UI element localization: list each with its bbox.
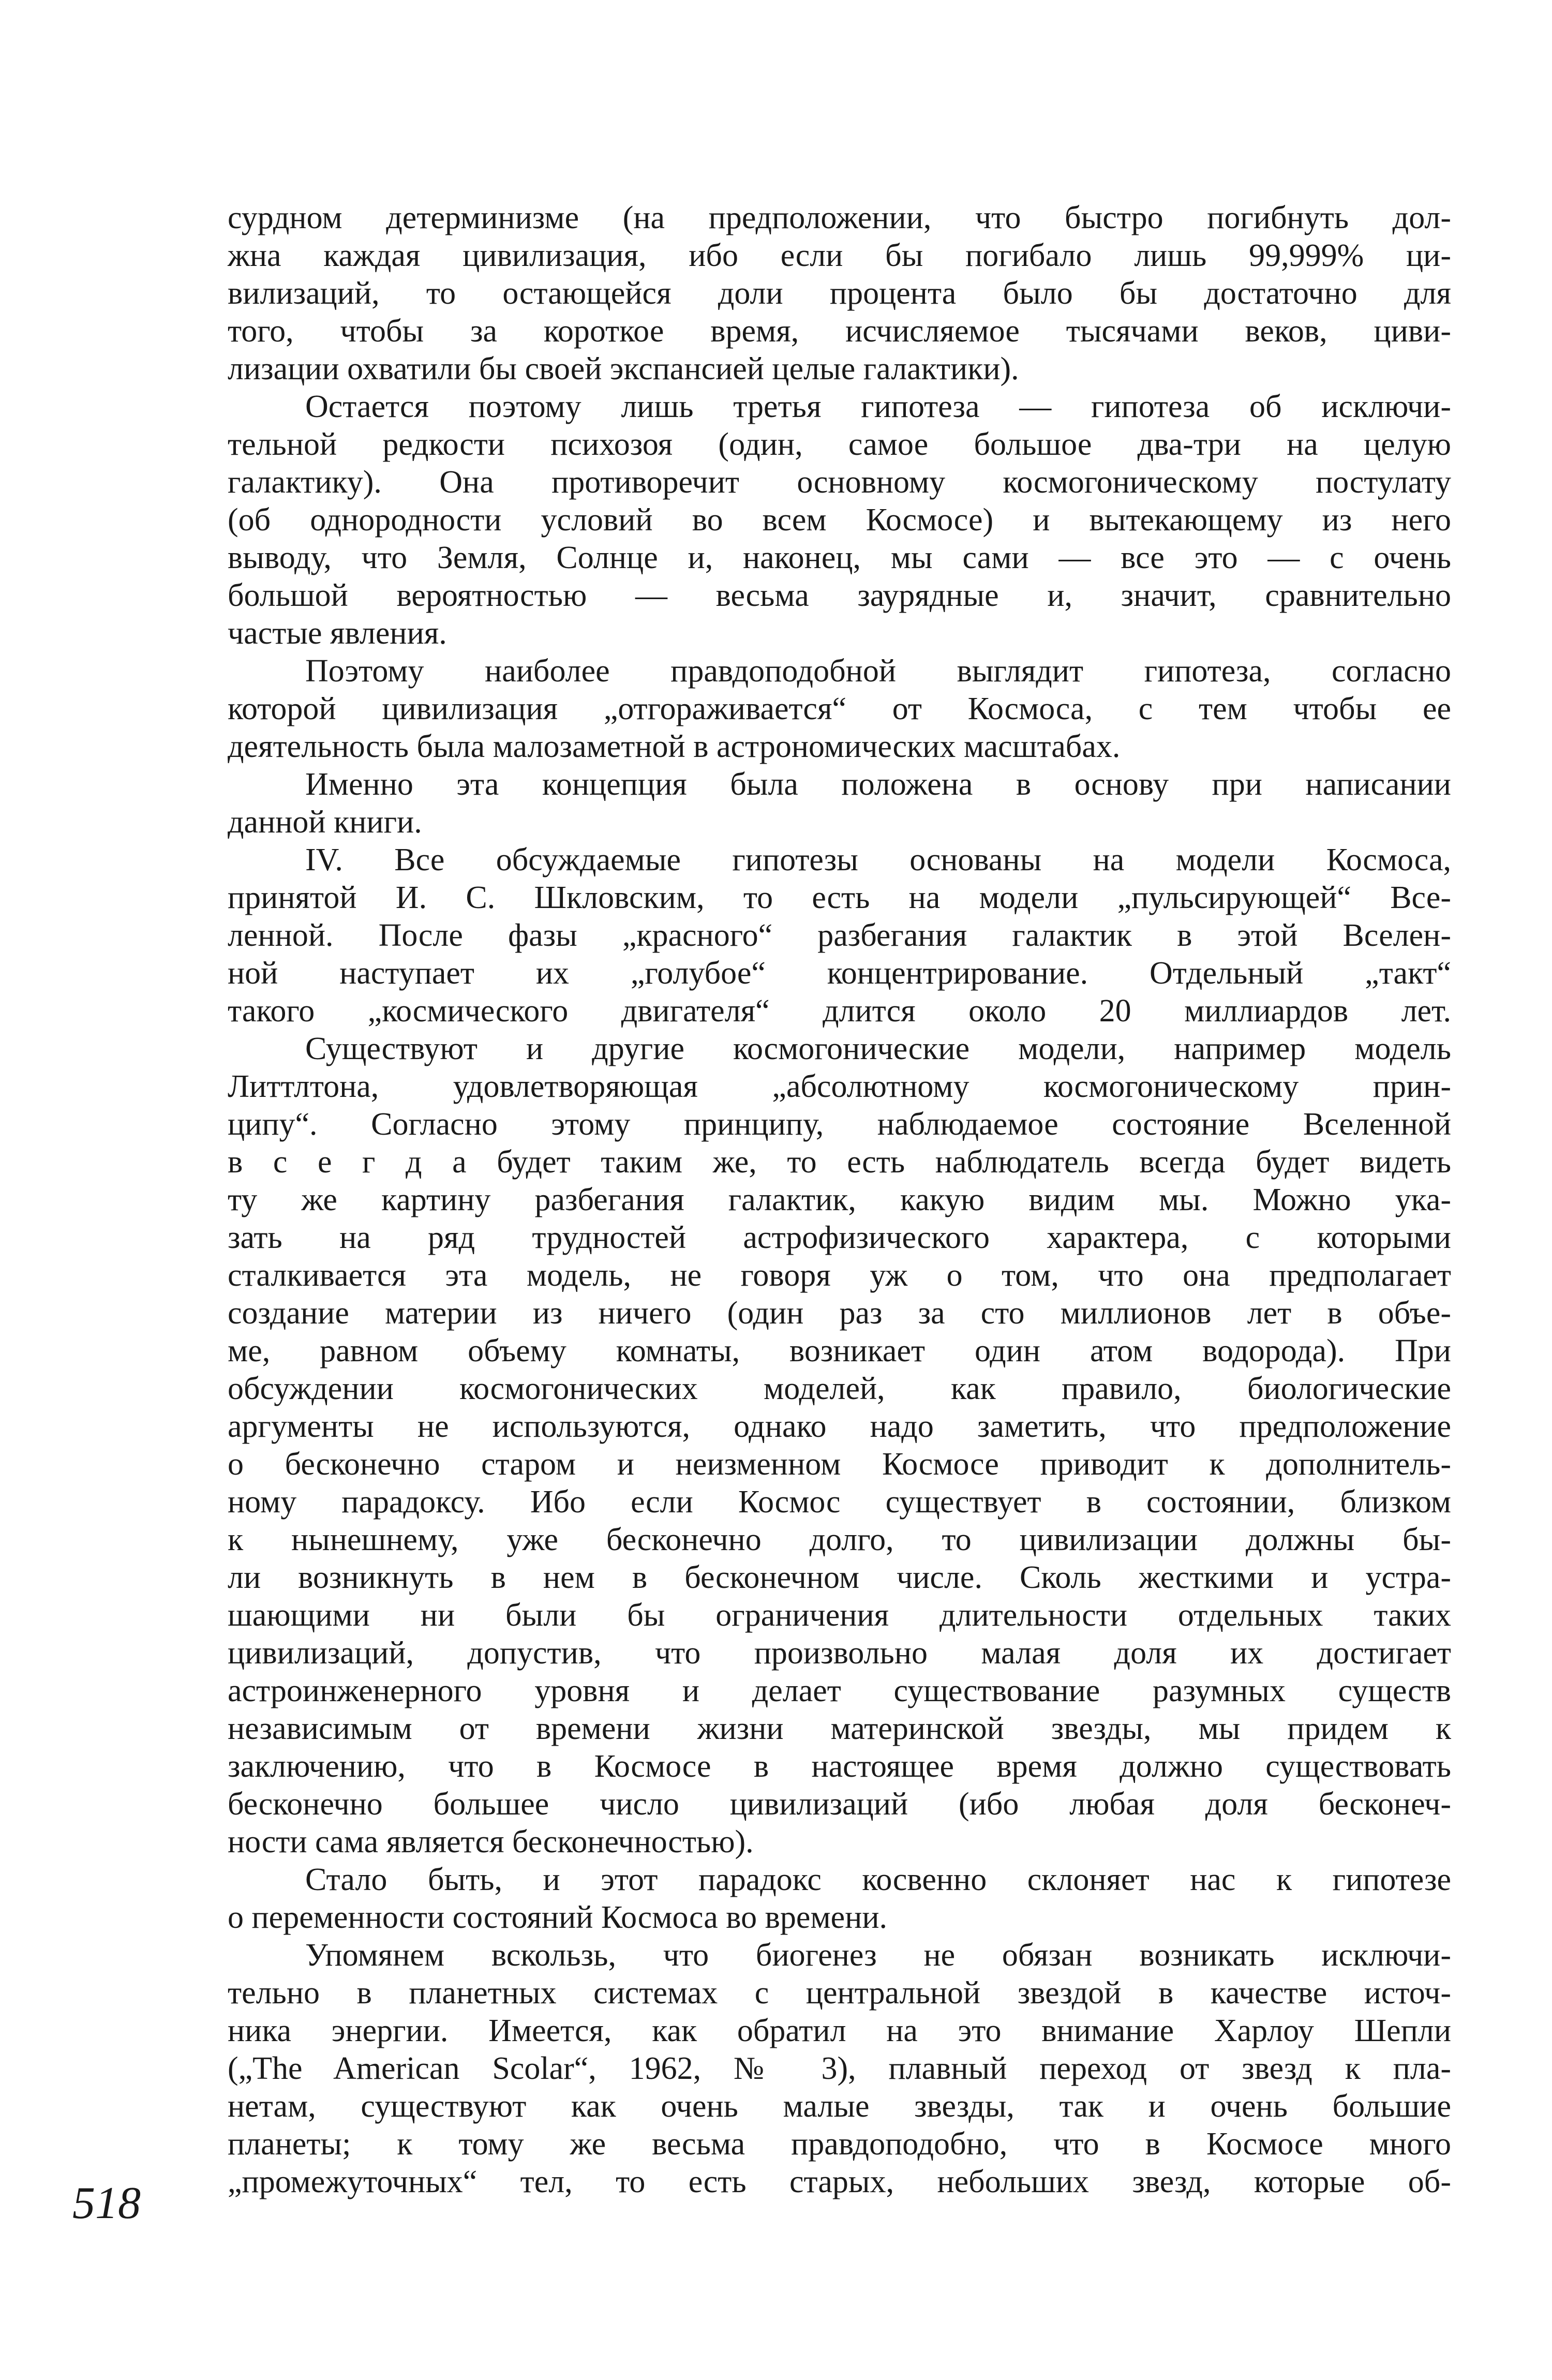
text-line: ту же картину разбегания галактик, какую видим мы. Можно ука- bbox=[228, 1182, 1451, 1217]
text-line: Существуют и другие космогонические модели, например модель bbox=[305, 1031, 1451, 1066]
text-line: ному парадоксу. Ибо если Космос существует в состоянии, близком bbox=[228, 1484, 1451, 1520]
text-line: сталкивается эта модель, не говоря уж о том, что она предполагает bbox=[228, 1258, 1451, 1293]
body-text bbox=[228, 199, 1451, 2201]
text-line: заключению, что в Космосе в настоящее время должно существовать bbox=[228, 1749, 1451, 1784]
page-number: 518 bbox=[72, 2178, 141, 2228]
text-line: которой цивилизация „отгораживается“ от Космоса, с тем чтобы ее bbox=[228, 691, 1451, 726]
text-line: „промежуточных“ тел, то есть старых, небольших звезд, которые об- bbox=[228, 2164, 1451, 2199]
text-line: (об однородности условий во всем Космосе) и вытекающему из него bbox=[228, 502, 1451, 538]
text-line: планеты; к тому же весьма правдоподобно, что в Космосе много bbox=[228, 2126, 1451, 2162]
text-line: деятельность была малозаметной в астрономических масштабах. bbox=[228, 729, 1121, 764]
text-line: Именно эта концепция была положена в основу при написании bbox=[305, 767, 1451, 802]
text-line: сурдном детерминизме (на предположении, что быстро погибнуть дол- bbox=[228, 200, 1451, 235]
text-line: ной наступает их „голубое“ концентрирование. Отдельный „такт“ bbox=[228, 956, 1451, 991]
text-line: бесконечно большее число цивилизаций (ибо любая доля бесконеч- bbox=[228, 1787, 1451, 1822]
text-line: шающими ни были бы ограничения длительности отдельных таких bbox=[228, 1598, 1451, 1633]
text-line: Литтлтона, удовлетворяющая „абсолютному космогоническому прин- bbox=[228, 1069, 1451, 1104]
text-line: ли возникнуть в нем в бесконечном числе. Сколь жесткими и устра- bbox=[228, 1560, 1451, 1595]
text-line: выводу, что Земля, Солнце и, наконец, мы сами — все это — с очень bbox=[228, 540, 1451, 575]
text-line: ности сама является бесконечностью). bbox=[228, 1824, 754, 1860]
text-line: Стало быть, и этот парадокс косвенно склоняет нас к гипотезе bbox=[305, 1862, 1451, 1897]
text-line: лизации охватили бы своей экспансией целые галактики). bbox=[228, 351, 1019, 386]
text-line: аргументы не используются, однако надо заметить, что предположение bbox=[228, 1409, 1451, 1444]
text-line: ленной. После фазы „красного“ разбегания галактик в этой Вселен- bbox=[228, 918, 1451, 953]
text-line: такого „космического двигателя“ длится около 20 миллиардов лет. bbox=[228, 993, 1451, 1029]
text-line: нетам, существуют как очень малые звезды, так и очень большие bbox=[228, 2089, 1451, 2124]
text-line: большой вероятностью — весьма заурядные и, значит, сравнительно bbox=[228, 578, 1451, 613]
text-line: вилизаций, то остающейся доли процента было бы достаточно для bbox=[228, 276, 1451, 311]
text-line: создание материи из ничего (один раз за сто миллионов лет в объе- bbox=[228, 1296, 1451, 1331]
text-line: тельно в планетных системах с центральной звездой в качестве источ- bbox=[228, 1975, 1451, 2011]
text-line: Поэтому наиболее правдоподобной выглядит гипотеза, согласно bbox=[305, 653, 1451, 689]
text-line: Упомянем вскользь, что биогенез не обязан возникать исключи- bbox=[305, 1938, 1451, 1973]
text-line: обсуждении космогонических моделей, как правило, биологические bbox=[228, 1371, 1451, 1406]
text-line: галактику). Она противоречит основному космогоническому постулату bbox=[228, 465, 1451, 500]
text-line: независимым от времени жизни материнской звезды, мы придем к bbox=[228, 1711, 1451, 1746]
text-line: принятой И. С. Шкловским, то есть на модели „пульсирующей“ Все- bbox=[228, 880, 1451, 915]
text-line: IV. Все обсуждаемые гипотезы основаны на модели Космоса, bbox=[305, 842, 1451, 877]
text-line: к нынешнему, уже бесконечно долго, то цивилизации должны бы- bbox=[228, 1522, 1451, 1557]
text-line: зать на ряд трудностей астрофизического характера, с которыми bbox=[228, 1220, 1451, 1255]
text-line: астроинженерного уровня и делает существование разумных существ bbox=[228, 1673, 1451, 1708]
text-line: данной книги. bbox=[228, 805, 422, 840]
text-line: о бесконечно старом и неизменном Космосе приводит к дополнитель- bbox=[228, 1447, 1451, 1482]
text-line: тельной редкости психозоя (один, самое большое два-три на целую bbox=[228, 427, 1451, 462]
text-line: („The American Scolar“, 1962, № 3), плавный переход от звезд к пла- bbox=[228, 2051, 1451, 2086]
text-line: ципу“. Согласно этому принципу, наблюдаемое состояние Вселенной bbox=[228, 1107, 1451, 1142]
text-line: ника энергии. Имеется, как обратил на это внимание Харлоу Шепли bbox=[228, 2013, 1451, 2048]
text-line: частые явления. bbox=[228, 616, 447, 651]
text-line: жна каждая цивилизация, ибо если бы погибало лишь 99,999% ци- bbox=[228, 238, 1451, 273]
text-line: того, чтобы за короткое время, исчисляемое тысячами веков, циви- bbox=[228, 314, 1451, 349]
text-line: Остается поэтому лишь третья гипотеза — гипотеза об исключи- bbox=[305, 389, 1451, 424]
text-line: цивилизаций, допустив, что произвольно малая доля их достигает bbox=[228, 1635, 1451, 1671]
text-line: ме, равном объему комнаты, возникает один атом водорода). При bbox=[228, 1333, 1451, 1368]
text-line: о переменности состояний Космоса во времени. bbox=[228, 1900, 888, 1935]
text-line: в с е г д а будет таким же, то есть наблюдатель всегда будет видеть bbox=[228, 1144, 1451, 1180]
